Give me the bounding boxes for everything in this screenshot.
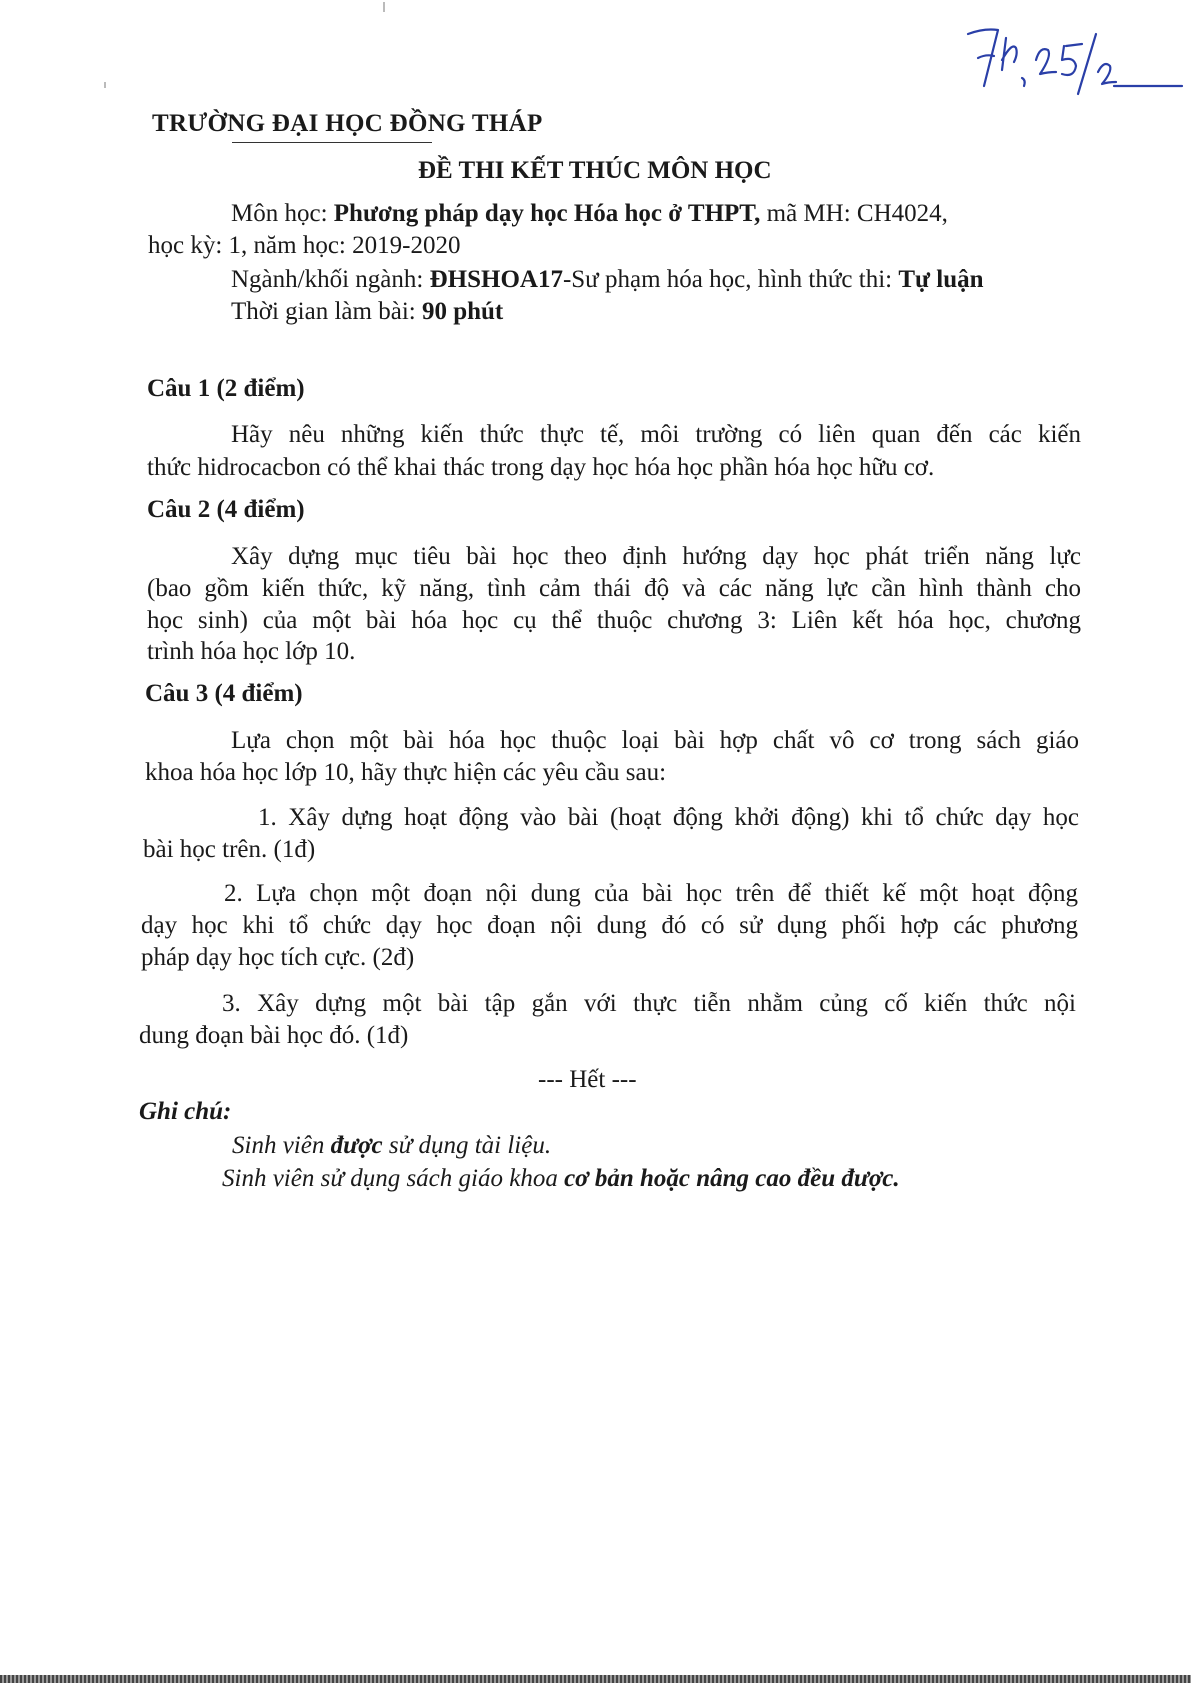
school-name: TRƯỜNG ĐẠI HỌC ĐỒNG THÁP: [152, 110, 543, 137]
handwritten-note-icon: [956, 20, 1186, 100]
notes-line-2-part-b: cơ bản hoặc nâng cao đều được.: [564, 1165, 900, 1192]
exam-form: Tự luận: [898, 266, 984, 293]
notes-line-1: [232, 1132, 551, 1160]
notes-heading: Ghi chú:: [139, 1098, 232, 1125]
major-label: Ngành/khối ngành:: [231, 266, 430, 293]
notes-line-2-part-a: Sinh viên sử dụng sách giáo khoa: [222, 1165, 565, 1192]
subject-label: Môn học:: [231, 200, 334, 227]
question-3-line-2: khoa hóa học lớp 10, hãy thực hiện các yêu cầu sau:: [145, 759, 667, 786]
notes-line-2: [222, 1165, 900, 1193]
question-1-line-1: Hãy nêu những kiến thức thực tế, môi trường có liên quan đến các kiến: [231, 421, 1081, 448]
question-3-item-2-line-3: pháp dạy học tích cực. (2đ): [141, 944, 415, 971]
notes-line-1-part-c: sử dụng tài liệu.: [382, 1132, 552, 1159]
question-3-item-1-line-1: 1. Xây dựng hoạt động vào bài (hoạt động khởi động) khi tổ chức dạy học: [258, 804, 1079, 831]
subject-line: [231, 200, 948, 228]
subject-code: mã MH: CH4024,: [760, 200, 948, 227]
major-code: ĐHSHOA17: [429, 266, 563, 293]
question-2-line-2: (bao gồm kiến thức, kỹ năng, tình cảm thái độ và các năng lực cần hình thành cho: [147, 575, 1081, 602]
question-3-item-1-line-2: bài học trên. (1đ): [143, 836, 316, 863]
scan-artifact: [104, 82, 106, 88]
end-mark: --- Hết ---: [538, 1066, 637, 1093]
question-3-item-2-line-1: 2. Lựa chọn một đoạn nội dung của bài học trên để thiết kế một hoạt động: [224, 880, 1078, 907]
time-label: Thời gian làm bài:: [231, 298, 422, 325]
major-line: [231, 266, 984, 294]
question-2-line-4: trình hóa học lớp 10.: [147, 638, 356, 665]
notes-line-1-part-a: Sinh viên: [232, 1132, 331, 1159]
question-3-heading: Câu 3 (4 điểm): [145, 680, 303, 707]
question-2-heading: Câu 2 (4 điểm): [147, 496, 305, 523]
question-3-item-3-line-1: 3. Xây dựng một bài tập gắn với thực tiễn nhằm củng cố kiến thức nội: [222, 990, 1076, 1017]
time-value: 90 phút: [421, 298, 504, 325]
scan-artifact: [383, 2, 385, 12]
scan-edge-line: [0, 1675, 1191, 1683]
school-underline: [232, 142, 432, 143]
question-1-heading: Câu 1 (2 điểm): [147, 375, 305, 402]
time-line: [231, 298, 503, 326]
subject-name: Phương pháp dạy học Hóa học ở THPT,: [333, 200, 761, 227]
term-line: học kỳ: 1, năm học: 2019-2020: [148, 232, 461, 259]
major-name: -Sư phạm hóa học, hình thức thi:: [562, 266, 899, 293]
notes-line-1-part-b: được: [330, 1132, 383, 1159]
question-3-line-1: Lựa chọn một bài hóa học thuộc loại bài hợp chất vô cơ trong sách giáo: [231, 727, 1079, 754]
exam-title: ĐỀ THI KẾT THÚC MÔN HỌC: [418, 157, 772, 184]
question-3-item-2-line-2: dạy học khi tổ chức dạy học đoạn nội dung đó có sử dụng phối hợp các phương: [141, 912, 1078, 939]
question-2-line-1: Xây dựng mục tiêu bài học theo định hướng dạy học phát triển năng lực: [231, 543, 1081, 570]
question-2-line-3: học sinh) của một bài hóa học cụ thể thuộc chương 3: Liên kết hóa học, chương: [147, 607, 1081, 634]
question-1-line-2: thức hidrocacbon có thể khai thác trong dạy học hóa học phần hóa học hữu cơ.: [147, 454, 935, 481]
question-3-item-3-line-2: dung đoạn bài học đó. (1đ): [139, 1022, 409, 1049]
